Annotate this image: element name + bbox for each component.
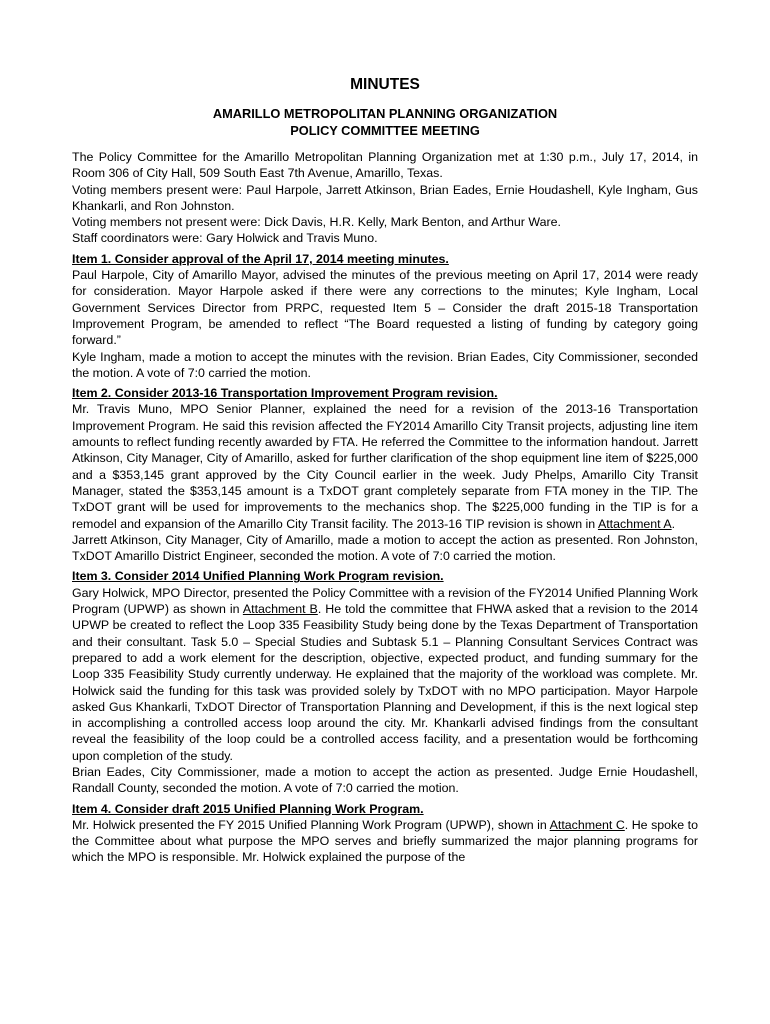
intro-members-present: Voting members present were: Paul Harpole, Jarrett Atkinson, Brian Eades, Ernie Houdashell, Kyle Ingham, Gus Khankarli, and Ron Johnston. [72,182,698,213]
item-2-discussion-text: Mr. Travis Muno, MPO Senior Planner, explained the need for a revision of the 2013-16 Transportation Improvement Program. He said this revision affected the FY2014 Amarillo City Transit projects, adjusting line item amounts to reflect funding recently awarded by FTA. He referred the Committee to the information handout. Jarrett Atkinson, City Manager, City of Amarillo, asked for further clarification of the shop equipment line item of $225,000 and a $353,145 grant approved by the City Council earlier in the week. Judy Phelps, Amarillo City Transit Manager, stated the $353,145 amount is a TxDOT grant completely separate from FTA money in the TIP. The TxDOT grant will be used for improvements to the mechanics shop. The $225,000 funding in the TIP is for a remodel and expansion of the Amarillo City Transit facility. The 2013-16 TIP revision is shown in [72,402,698,531]
item-4-heading: Item 4. Consider draft 2015 Unified Planning Work Program. [72,801,424,816]
item-4-discussion-rest: . He spoke to the Committee about what purpose the MPO serves and briefly summarized the major planning programs for which the MPO is responsible. Mr. Holwick explained the purpose of the [72,817,698,865]
attachment-b-reference: Attachment B [242,602,318,617]
item-1-heading: Item 1. Consider approval of the April 17, 2014 meeting minutes. [72,251,449,266]
intro-members-not-present: Voting members not present were: Dick Davis, H.R. Kelly, Mark Benton, and Arthur Ware. [72,215,561,230]
attachment-a-reference: Attachment A [597,516,672,531]
document-header [72,105,698,139]
organization-name: AMARILLO METROPOLITAN PLANNING ORGANIZATION [212,106,558,121]
item-2-heading: Item 2. Consider 2013-16 Transportation Improvement Program revision. [72,386,498,401]
item-2-discussion [72,401,698,531]
item-1-discussion: Paul Harpole, City of Amarillo Mayor, advised the minutes of the previous meeting on April 17, 2014 were ready for consideration. Mayor Harpole asked if there were any corrections to the minutes; Kyle Ingham, Local Government Services Director from PRPC, requested Item 5 – Consider the draft 2015-18 Transportation Improvement Program, be amended to reflect “The Board requested a listing of funding by category going forward.” [72,268,698,348]
item-3-motion: Brian Eades, City Commissioner, made a motion to accept the action as presented. Judge Ernie Houdashell, Randall County, seconded the motion. A vote of 7:0 carried the motion. [72,764,698,796]
item-4-discussion-text: Mr. Holwick presented the FY 2015 Unified Planning Work Program (UPWP), shown in [72,817,550,832]
item-2-motion: Jarrett Atkinson, City Manager, City of Amarillo, made a motion to accept the action as presented. Ron Johnston, TxDOT Amarillo District Engineer, seconded the motion. A vote of 7:0 carried the motion. [72,532,698,564]
meeting-name: POLICY COMMITTEE MEETING [290,123,480,138]
item-3-discussion-text: Gary Holwick, MPO Director, presented the Policy Committee with a revision of the FY2014 Unified Planning Work Program (UPWP) as shown in [72,585,698,617]
item-3-heading: Item 3. Consider 2014 Unified Planning Work Program revision. [72,569,444,584]
document-title: MINUTES [350,76,420,93]
attachment-c-reference: Attachment C [549,817,625,832]
intro-staff-coordinators: Staff coordinators were: Gary Holwick and Travis Muno. [72,231,378,246]
item-3-discussion [72,585,698,764]
intro-opening: The Policy Committee for the Amarillo Metropolitan Planning Organization met at 1:30 p.m., July 17, 2014, in Room 306 of City Hall, 509 South East 7th Avenue, Amarillo, Texas. [72,150,698,181]
item-3-discussion-rest: . He told the committee that FHWA asked that a revision to the 2014 UPWP be created to reflect the Loop 335 Feasibility Study being done by the Texas Department of Transportation and their consultant. Task 5.0 – Special Studies and Subtask 5.1 – Planning Consultant Services Contract was prepared to add a work element for the description, objective, expected product, and funding summary for the Loop 335 Feasibility Study currently underway. He explained that the majority of the workload was complete. Mr. Holwick said the funding for this task was provided solely by TxDOT with no MPO participation. Mayor Harpole asked Gus Khankarli, TxDOT Director of Transportation Planning and Development, if this is the next logical step in accomplishing a controlled access loop around the city. Mr. Khankarli advised findings from the consultant reveal the feasibility of the loop could be a controlled access facility, and a presentation would be forthcoming upon completion of the study. [72,602,699,763]
item-4-discussion [72,817,698,866]
item-2-discussion-end: . [671,516,676,531]
item-1-motion: Kyle Ingham, made a motion to accept the minutes with the revision. Brian Eades, City Commissioner, seconded the motion. A vote of 7:0 carried the motion. [72,349,698,380]
minutes-document [72,76,698,866]
